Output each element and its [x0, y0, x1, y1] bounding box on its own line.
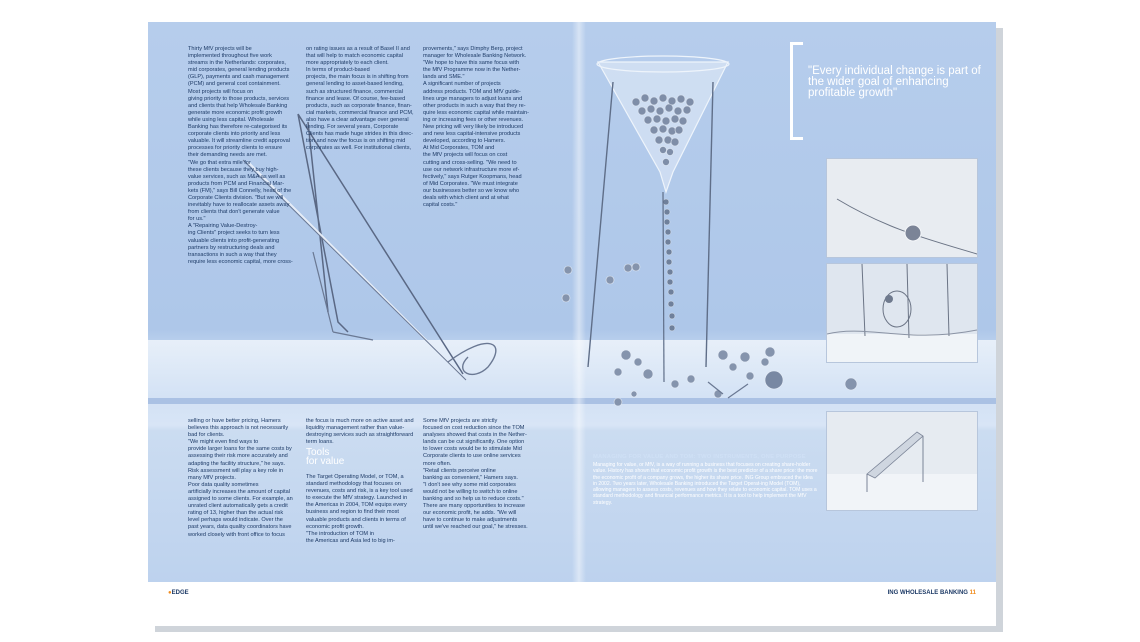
footer-right [888, 590, 976, 596]
column-2-bottom-a: the focus is much more on active asset and liquidity management rather than value- destroying services such as straightforward term loans. [306, 418, 414, 446]
column-1-top: Thirty MfV projects will be implemented throughout five work streams in the Netherlands: corporates, mid corporates, general lending products (GLP), payments and cash management (PCM) and general cost containment. Most projects will focus on giving priority to those products, services and clients that help Wholesale Banking generate more economic profit growth while using less capital. Wholesale Banking has therefore re-categorised its corporate clients into priority and less valuable. It will streamline credit approval processes for priority clients to ensure their demanding needs are met. "We go that extra mile for these clients because they buy high- value services, such as M&A as well as products from PCM and Financial Mar- kets (FM)," says Bill Connelly, head of the Corporate Clients division. "But we will inevitably have to reallocate assets away from clients that don't generate value for us." A "Repairing Value-Destroy- ing Clients" project seeks to turn less valuable clients into profit-generating partners by restructuring deals and transactions in such a way that they require less economic capital, more cross- [188, 46, 293, 265]
column-2-top: on rating issues as a result of Basel II and that will help to match economic capital more appropriately to each client. In terms of product-based projects, the main focus is in shifting from general lending to asset-based lending, such as structured finance, commercial finance and lease. Of course, fee-based products, such as corporate finance, finan- cial markets, commercial finance and PCM, also have a clear advantage over general lending. For several years, Corporate Clients has made huge strides in this direc- tion and now the focus is on shifting mid corporates as well. For institutional clients, [306, 46, 414, 152]
column-3-bottom: Some MfV projects are strictly focused on cost reduction since the TOM analyses showed that costs in the Nether- lands can be cut significantly. One option to lower costs would be to stimulate Mid Corporate clients to use online services more often. "Retail clients perceive online banking as convenient," Hamers says. "I don't see why some mid corporates would not be willing to switch to online banking and so help us to reduce costs." There are many opportunities to increase our economic profit, he adds. "We will have to continue to make adjustments until we've reached our goal," he stresses. [423, 418, 528, 531]
spread-gutter [572, 22, 586, 582]
magazine-spread [148, 22, 996, 626]
box-title: MANAGING FOR VALUE AND TOM: TWO INSTRUMENTS, ONE PURPOSE [593, 454, 806, 460]
box-text: Managing for value, or MfV, is a way of running a business that focuses on creating share-holder value. History has shown that economic profit growth is the best predictor of a share price: the more the economic profit of a company grows, the higher its share price. ING Group embraced the idea in 2002. Two years later, Wholesale Banking introduced the Target Operat-ing Model (TOM), allowing managers to assess costs, revenues and how they relate to economic capital. TOM uses a standard methodology and financial performance metrics. It is a tool to help implement the MfV strategy. [593, 462, 818, 506]
column-2-bottom-b: The Target Operating Model, or TOM, a standard methodology that focuses on revenues, costs and risk, is a key tool used to execute the MfV strategy. Launched in the Americas in 2004, TOM equips every business and region to find their most valuable products and clients in terms of economic profit growth. "The introduction of TOM in the Americas and Asia led to big im- [306, 474, 413, 544]
footer-left [168, 590, 189, 596]
thumbnail-photo-2 [826, 263, 978, 363]
pull-quote: "Every individual change is part of the wider goal of enhancing profitable growth" [808, 65, 981, 99]
footer-left-label: EDGE [171, 590, 189, 596]
column-3-top: provements," says Dimphy Berg, project manager for Wholesale Banking Network. "We hope to have this same focus with the MfV Programme now in the Nether- lands and SME." A significant number of projects address products. TOM and MfV guide- lines urge managers to adjust loans and other products in such a way that they re- quire less economic capital while maintain- ing or increasing fees or other revenues. New pricing will very likely be introduced and new less capital-intensive products developed, according to Hamers. At Mid Corporates, TOM and the MfV projects will focus on cost cutting and cross-selling. "We need to use our network infrastructure more ef- fectively," says Rutger Koopmans, head of Mid Corporates. "We must integrate our businesses better so we know who deals with which client and at what capital costs." [423, 46, 530, 209]
quote-bracket [790, 42, 803, 140]
ball-on-rail-image [827, 159, 977, 257]
subhead [306, 448, 344, 466]
page-footer [148, 582, 996, 626]
thumbnail-photo-1 [826, 158, 978, 258]
loop-track-image [827, 264, 977, 362]
subhead-line-1: Tools [306, 447, 330, 458]
subhead-line-2: for value [306, 456, 345, 467]
footer-dot-icon: ● [168, 590, 172, 596]
ramp-image [827, 412, 977, 510]
column-1-bottom: selling or have better pricing, Hamers believes this approach is not necessarily bad for clients. "We might even find ways to provide larger loans for the same costs by assessing their risk more accurately and adapting the facility structure," he says. Risk assessment will play a key role in many MfV projects. Poor data quality sometimes artificially increases the amount of capital assigned to some clients. For example, an unrated client automatically gets a credit rating of 13, higher than the actual risk level perhaps would indicate. Over the past years, data quality coordinators have worked closely with front office to focus [188, 418, 293, 538]
thumbnail-photo-3 [826, 411, 978, 511]
footer-right-label: ING WHOLESALE BANKING [887, 590, 968, 596]
footer-page-number: 11 [969, 590, 976, 596]
